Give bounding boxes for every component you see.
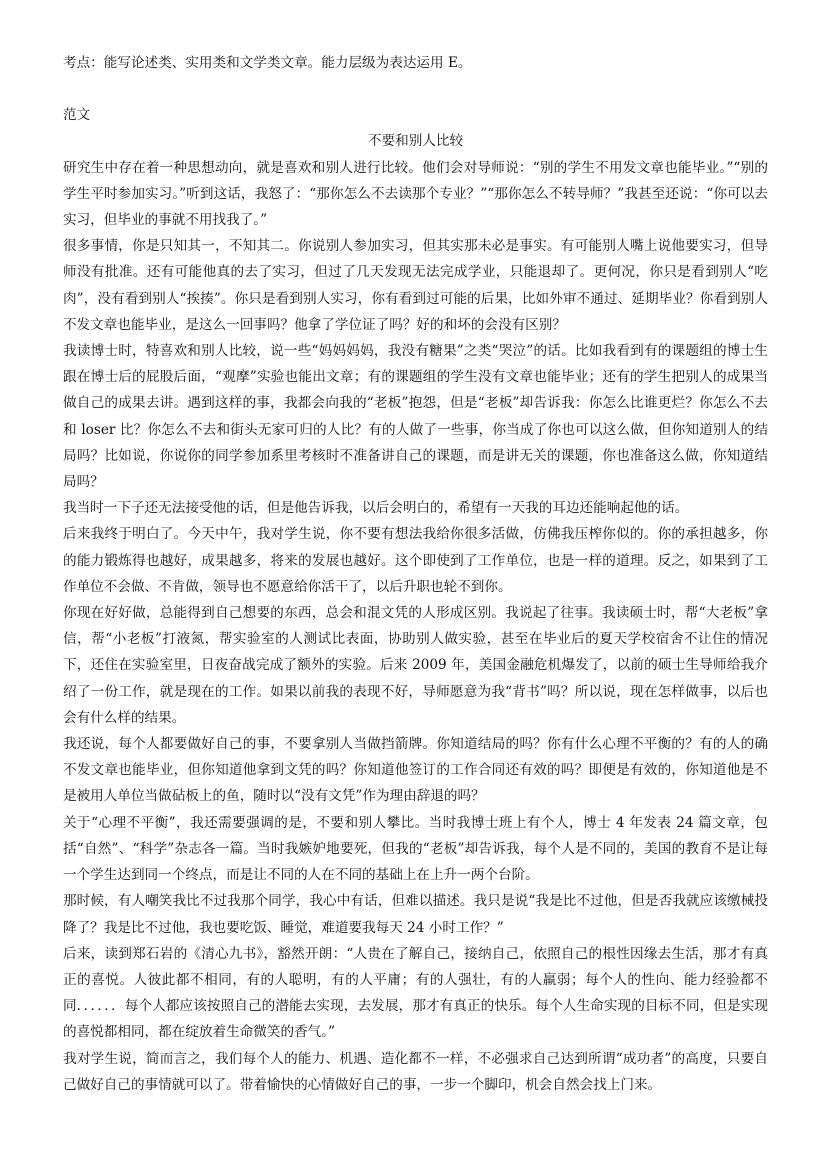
essay-paragraph-3: 我读博士时，特喜欢和别人比较，说一些“妈妈妈妈，我没有糖果”之类“哭泣”的话。比如我看到有的课题组的博士生跟在博士后的屁股后面，“观摩”实验也能出文章；有的课题组的学生没有文章也能毕业；还有的学生把别人的成果当做自己的成果去讲。遇到这样的事，我都会向我的“老板”抱怨，但是“老板”却告诉我：你怎么比谁更烂？你怎么不去和 loser 比？你怎么不去和街头无家可归的人比？有的人做了一些事，你当成了你也可以这么做，但你知道别人的结局吗？比如说，你说你的同学参加系里考核时不准备讲自己的课题，而是讲无关的课题，你也准备这么做，你知道结局吗？ [63,343,768,491]
essay-paragraph-10: 后来，读到郑石岩的《清心九书》，豁然开朗：“人贵在了解自己，接纳自己，依照自己的根性因缘去生活，那才有真正的喜悦。人彼此都不相同，有的人聪明，有的人平庸；有的人强壮，有的人羸弱；每个人的性向、能力经验都不同．．．．．．每个人都应该按照自己的潜能去实现，去发展，那才有真正的快乐。每个人生命实现的目标不同，但是实现的喜悦都相同，都在绽放着生命微笑的香气。” [63,945,768,1041]
essay-title: 不要和别人比较 [367,133,464,150]
essay-paragraph-1: 研究生中存在着一种思想动向，就是喜欢和别人进行比较。他们会对导师说：“别的学生不用发文章也能毕业。”“别的学生平时参加实习。”听到这话，我怒了：“那你怎么不去读那个专业？”“那你怎么不转导师？”我甚至还说：“你可以去实习，但毕业的事就不用找我了。” [63,159,768,229]
essay-paragraph-11: 我对学生说，简而言之，我们每个人的能力、机遇、造化都不一样，不必强求自己达到所谓“成功者”的高度，只要自己做好自己的事情就可以了。带着愉快的心情做好自己的事，一步一个脚印，机会自然会找上门来。 [63,1050,768,1093]
model-essay-label: 范文 [63,107,91,124]
essay-paragraph-7: 我还说，每个人都要做好自己的事，不要拿别人当做挡箭牌。你知道结局的吗？你有什么心理不平衡的？有的人的确不发文章也能毕业，但你知道他拿到文凭的吗？你知道他签订的工作合同还有效的吗？即便是有效的，你知道他是不是被用人单位当做砧板上的鱼，随时以“没有文凭”作为理由辞退的吗？ [63,736,768,805]
essay-paragraph-6: 你现在好好做，总能得到自己想要的东西，总会和混文凭的人形成区别。我说起了往事。我读硕士时，帮“大老板”拿信，帮“小老板”打液氮，帮实验室的人测试比表面，协助别人做实验，甚至在毕业后的夏天学校宿舍不让住的情况下，还住在实验室里，日夜奋战完成了额外的实验。后来 2009 年，美国金融危机爆发了，以前的硕士生导师给我介绍了一份工作，就是现在的工作。如果以前我的表现不好，导师愿意为我“背书”吗？所以说，现在怎样做事，以后也会有什么样的结果。 [63,605,768,726]
essay-paragraph-2: 很多事情，你是只知其一，不知其二。你说别人参加实习，但其实那未必是事实。有可能别人嘴上说他要实习，但导师没有批准。还有可能他真的去了实习，但过了几天发现无法完成学业，只能退却了。更何况，你只是看到别人“吃肉”，没有看到别人“挨揍”。你只是看到别人实习，你有看到过可能的后果，比如外审不通过、延期毕业？你看到别人不发文章也能毕业，是这么一回事吗？他拿了学位证了吗？好的和坏的会没有区别？ [63,238,768,333]
essay-paragraph-4: 我当时一下子还无法接受他的话，但是他告诉我，以后会明白的，希望有一天我的耳边还能响起他的话。 [63,500,689,517]
essay-paragraph-8: 关于“心理不平衡”，我还需要强调的是，不要和别人攀比。当时我博士班上有个人，博士 4 年发表 24 篇文章，包括“自然”、“科学”杂志各一篇。当时我嫉妒地要死，但我的“老板”却告诉我，每个人是不同的，美国的教育不是让每一个学生达到同一个终点，而是让不同的人在不同的基础上在上升一两个台阶。 [63,814,768,884]
document-page [63,50,768,1098]
blank-line [63,76,768,102]
essay-paragraph-5: 后来我终于明白了。今天中午，我对学生说，你不要有想法我给你很多活做，仿佛我压榨你似的。你的承担越多，你的能力锻炼得也越好，成果越多，将来的发展也越好。这个即使到了工作单位，也是一样的道理。反之，如果到了工作单位不会做、不肯做，领导也不愿意给你活干了，以后升职也轮不到你。 [63,526,768,595]
exam-point-line: 考点：能写论述类、实用类和文学类文章。能力层级为表达运用 E。 [63,55,472,71]
essay-paragraph-9: 那时候，有人嘲笑我比不过我那个同学，我心中有话，但难以描述。我只是说“我是比不过他，但是否我就应该缴械投降了？我是比不过他，我也要吃饭、睡觉，难道要我每天 24 小时工作？” [63,893,768,936]
